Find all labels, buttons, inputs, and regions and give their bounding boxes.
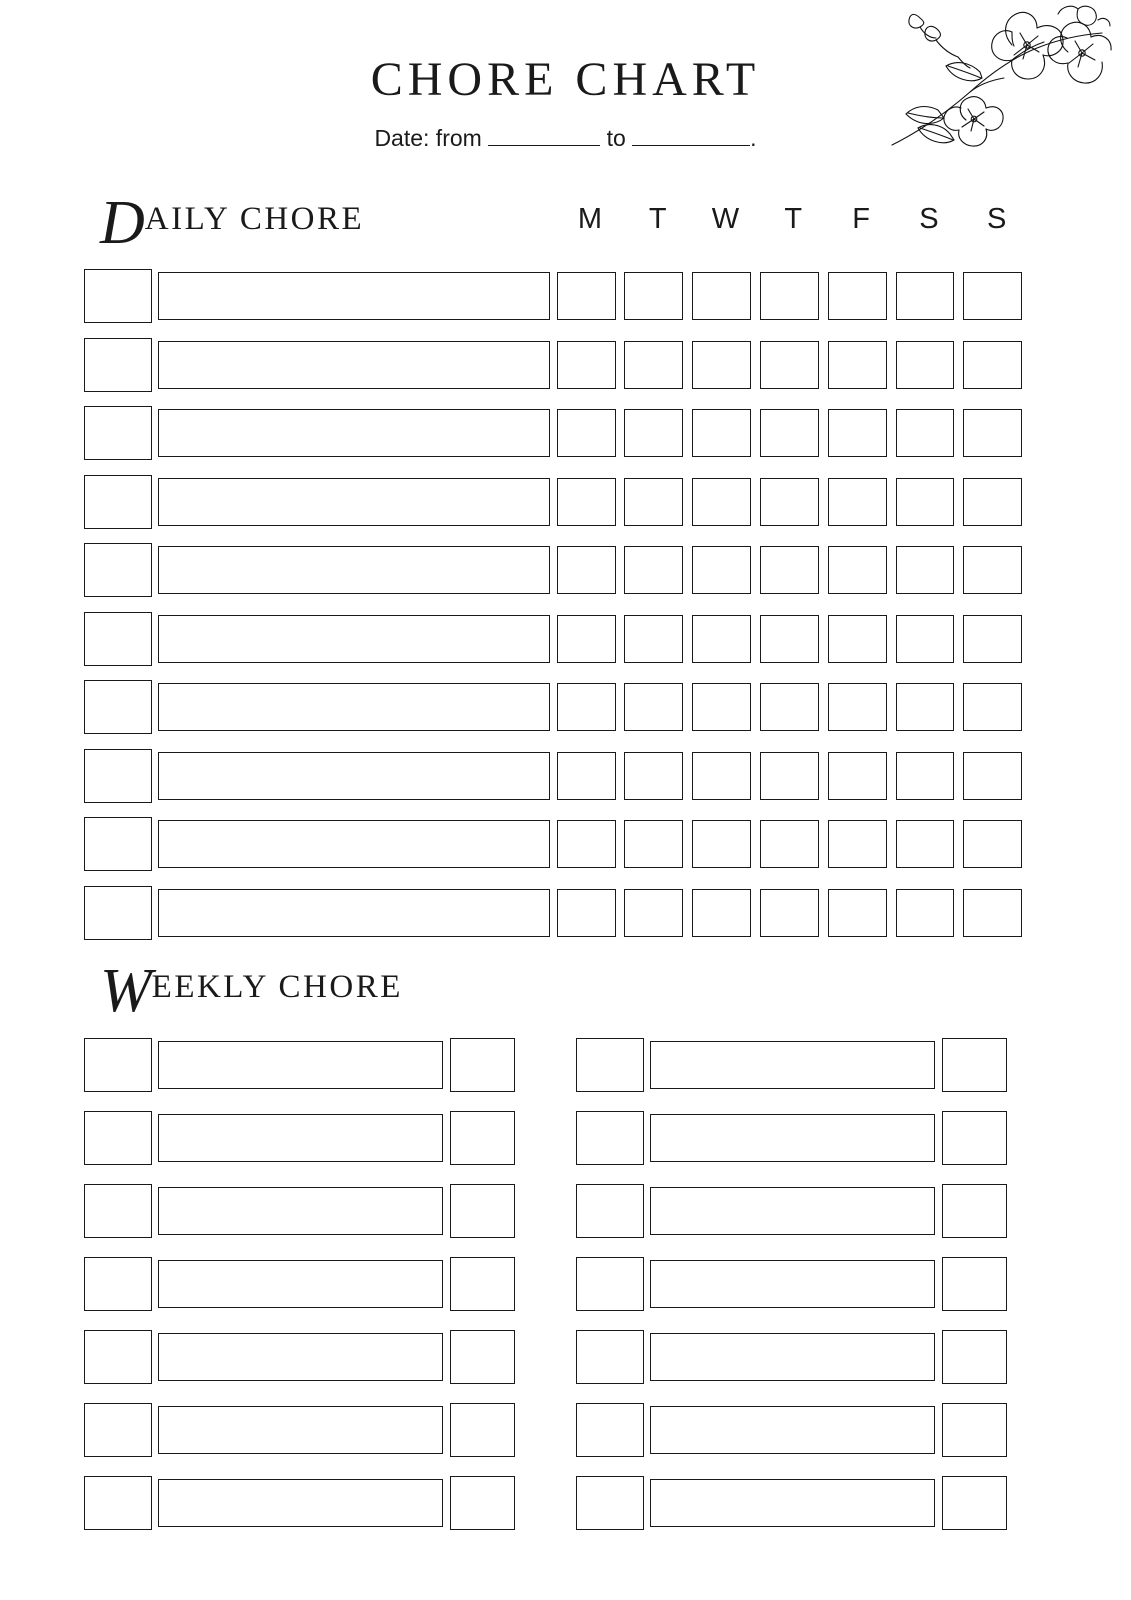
daily-day-cell[interactable]: [896, 683, 955, 731]
daily-chore-input[interactable]: [158, 615, 550, 663]
weekly-row-checkbox[interactable]: [576, 1184, 644, 1238]
weekly-chore-row: [576, 1028, 1007, 1101]
weekly-chore-row: [84, 1101, 515, 1174]
daily-day-cell[interactable]: [963, 546, 1022, 594]
daily-chore-row: [84, 605, 1031, 674]
weekly-chore-input[interactable]: [158, 1114, 443, 1162]
daily-day-cell[interactable]: [624, 820, 683, 868]
date-from-field[interactable]: [488, 145, 600, 146]
daily-day-cell[interactable]: [692, 752, 751, 800]
daily-day-cell[interactable]: [624, 409, 683, 457]
daily-chore-input[interactable]: [158, 409, 550, 457]
daily-day-cell[interactable]: [760, 752, 819, 800]
weekly-row-done-box[interactable]: [450, 1257, 515, 1311]
daily-chore-table: [84, 262, 1031, 947]
weekly-row-done-box[interactable]: [942, 1038, 1007, 1092]
weekly-heading-text: EEKLY CHORE: [151, 969, 403, 1005]
daily-day-cell[interactable]: [692, 272, 751, 320]
daily-day-cell[interactable]: [828, 752, 887, 800]
daily-day-cell[interactable]: [760, 683, 819, 731]
daily-day-cell[interactable]: [692, 615, 751, 663]
daily-day-cell[interactable]: [896, 752, 955, 800]
daily-day-cell[interactable]: [692, 820, 751, 868]
date-to-field[interactable]: [632, 145, 750, 146]
weekly-chore-row: [84, 1393, 515, 1466]
daily-heading-dropcap: D: [100, 189, 145, 257]
daily-chore-input[interactable]: [158, 889, 550, 937]
daily-day-cell[interactable]: [963, 752, 1022, 800]
daily-day-cell[interactable]: [963, 889, 1022, 937]
weekly-chore-row: [576, 1320, 1007, 1393]
daily-day-cell[interactable]: [557, 820, 616, 868]
daily-chore-input[interactable]: [158, 546, 550, 594]
daily-day-cell[interactable]: [692, 889, 751, 937]
daily-chore-input[interactable]: [158, 820, 550, 868]
daily-day-cell[interactable]: [828, 478, 887, 526]
daily-day-cell[interactable]: [963, 341, 1022, 389]
daily-chore-row: [84, 468, 1031, 537]
daily-day-cell[interactable]: [624, 889, 683, 937]
daily-day-cell[interactable]: [624, 546, 683, 594]
weekly-row-checkbox[interactable]: [576, 1111, 644, 1165]
daily-day-cell[interactable]: [557, 409, 616, 457]
daily-day-cell[interactable]: [963, 272, 1022, 320]
daily-day-cell[interactable]: [828, 683, 887, 731]
weekly-chore-row: [576, 1247, 1007, 1320]
daily-day-cell[interactable]: [828, 272, 887, 320]
daily-heading-text: AILY CHORE: [144, 201, 365, 237]
daily-day-cell[interactable]: [557, 272, 616, 320]
daily-day-cell[interactable]: [896, 615, 955, 663]
weekly-chore-input[interactable]: [650, 1041, 935, 1089]
daily-chore-input[interactable]: [158, 752, 550, 800]
daily-day-cell[interactable]: [963, 615, 1022, 663]
daily-day-cell[interactable]: [557, 683, 616, 731]
daily-day-cell[interactable]: [557, 615, 616, 663]
day-header-sunday: S: [987, 203, 1007, 235]
daily-day-cell[interactable]: [760, 820, 819, 868]
weekly-row-checkbox[interactable]: [84, 1184, 152, 1238]
daily-day-cell[interactable]: [557, 341, 616, 389]
daily-chore-row: [84, 536, 1031, 605]
weekly-chore-input[interactable]: [650, 1114, 935, 1162]
daily-row-checkbox[interactable]: [84, 680, 152, 734]
daily-day-cell[interactable]: [760, 409, 819, 457]
weekly-row-done-box[interactable]: [450, 1330, 515, 1384]
daily-day-cell[interactable]: [692, 409, 751, 457]
weekly-row-done-box[interactable]: [450, 1038, 515, 1092]
daily-day-cell[interactable]: [624, 341, 683, 389]
daily-day-cell[interactable]: [624, 752, 683, 800]
weekly-row-checkbox[interactable]: [84, 1111, 152, 1165]
weekly-chore-input[interactable]: [650, 1479, 935, 1527]
daily-chore-input[interactable]: [158, 478, 550, 526]
daily-chore-row: [84, 673, 1031, 742]
weekly-chore-row: [576, 1101, 1007, 1174]
day-header-row: [556, 203, 1031, 236]
daily-chore-row: [84, 331, 1031, 400]
weekly-chore-input[interactable]: [650, 1260, 935, 1308]
weekly-row-checkbox[interactable]: [576, 1330, 644, 1384]
cherry-blossom-branch-icon: [862, 0, 1112, 155]
daily-day-cell[interactable]: [624, 272, 683, 320]
daily-day-cell[interactable]: [828, 341, 887, 389]
weekly-chore-input[interactable]: [158, 1479, 443, 1527]
daily-chore-row: [84, 399, 1031, 468]
weekly-chore-row: [84, 1247, 515, 1320]
weekly-chore-input[interactable]: [158, 1260, 443, 1308]
weekly-chore-input[interactable]: [158, 1406, 443, 1454]
daily-chore-row: [84, 879, 1031, 948]
weekly-chore-row: [84, 1028, 515, 1101]
weekly-row-done-box[interactable]: [942, 1184, 1007, 1238]
day-header-wednesday: W: [711, 203, 740, 235]
weekly-row-done-box[interactable]: [450, 1403, 515, 1457]
daily-chore-input[interactable]: [158, 272, 550, 320]
daily-day-cell[interactable]: [896, 820, 955, 868]
daily-chore-row: [84, 262, 1031, 331]
daily-day-cell[interactable]: [896, 409, 955, 457]
daily-day-cell[interactable]: [963, 683, 1022, 731]
daily-day-cell[interactable]: [557, 546, 616, 594]
daily-day-cell[interactable]: [963, 820, 1022, 868]
weekly-chore-table-left: [84, 1028, 515, 1539]
daily-day-cell[interactable]: [624, 615, 683, 663]
daily-chore-row: [84, 742, 1031, 811]
day-header-saturday: S: [919, 203, 939, 235]
daily-day-cell[interactable]: [760, 341, 819, 389]
daily-row-checkbox[interactable]: [84, 749, 152, 803]
daily-chore-input[interactable]: [158, 341, 550, 389]
weekly-chore-row: [576, 1174, 1007, 1247]
daily-day-cell[interactable]: [557, 752, 616, 800]
daily-row-checkbox[interactable]: [84, 612, 152, 666]
weekly-row-checkbox[interactable]: [576, 1476, 644, 1530]
weekly-chore-table-right: [576, 1028, 1007, 1539]
daily-row-checkbox[interactable]: [84, 269, 152, 323]
weekly-chore-input[interactable]: [650, 1333, 935, 1381]
date-from-label: Date: from: [374, 125, 482, 151]
daily-day-cell[interactable]: [760, 546, 819, 594]
day-header-thursday: T: [784, 203, 803, 235]
daily-row-checkbox[interactable]: [84, 406, 152, 460]
daily-day-cell[interactable]: [624, 478, 683, 526]
daily-chore-heading: [100, 189, 365, 257]
daily-day-cell[interactable]: [692, 341, 751, 389]
weekly-row-checkbox[interactable]: [576, 1038, 644, 1092]
weekly-chore-input[interactable]: [158, 1333, 443, 1381]
weekly-row-done-box[interactable]: [942, 1330, 1007, 1384]
weekly-row-done-box[interactable]: [942, 1476, 1007, 1530]
daily-day-cell[interactable]: [828, 615, 887, 663]
weekly-row-checkbox[interactable]: [84, 1476, 152, 1530]
day-header-monday: M: [577, 203, 602, 235]
daily-day-cell[interactable]: [692, 683, 751, 731]
weekly-row-done-box[interactable]: [942, 1111, 1007, 1165]
day-header-friday: F: [852, 203, 870, 235]
daily-day-cell[interactable]: [896, 341, 955, 389]
daily-day-cell[interactable]: [760, 615, 819, 663]
weekly-row-done-box[interactable]: [942, 1403, 1007, 1457]
weekly-row-checkbox[interactable]: [84, 1038, 152, 1092]
daily-day-cell[interactable]: [896, 889, 955, 937]
daily-row-checkbox[interactable]: [84, 817, 152, 871]
daily-day-cell[interactable]: [692, 546, 751, 594]
date-period-label: .: [750, 125, 757, 151]
daily-row-checkbox[interactable]: [84, 475, 152, 529]
daily-day-cell[interactable]: [624, 683, 683, 731]
weekly-row-checkbox[interactable]: [84, 1257, 152, 1311]
daily-day-cell[interactable]: [963, 478, 1022, 526]
daily-day-cell[interactable]: [828, 889, 887, 937]
daily-day-cell[interactable]: [557, 478, 616, 526]
daily-row-checkbox[interactable]: [84, 886, 152, 940]
weekly-row-done-box[interactable]: [450, 1184, 515, 1238]
daily-day-cell[interactable]: [760, 478, 819, 526]
daily-day-cell[interactable]: [828, 820, 887, 868]
weekly-row-checkbox[interactable]: [84, 1403, 152, 1457]
weekly-row-checkbox[interactable]: [576, 1403, 644, 1457]
day-header-tuesday: T: [648, 203, 667, 235]
daily-day-cell[interactable]: [896, 546, 955, 594]
weekly-row-done-box[interactable]: [450, 1111, 515, 1165]
weekly-row-done-box[interactable]: [450, 1476, 515, 1530]
weekly-row-checkbox[interactable]: [576, 1257, 644, 1311]
weekly-row-done-box[interactable]: [942, 1257, 1007, 1311]
daily-day-cell[interactable]: [896, 272, 955, 320]
daily-day-cell[interactable]: [760, 889, 819, 937]
daily-row-checkbox[interactable]: [84, 338, 152, 392]
weekly-row-checkbox[interactable]: [84, 1330, 152, 1384]
daily-chore-input[interactable]: [158, 683, 550, 731]
daily-day-cell[interactable]: [828, 546, 887, 594]
daily-row-checkbox[interactable]: [84, 543, 152, 597]
weekly-chore-input[interactable]: [650, 1406, 935, 1454]
date-to-label: to: [606, 125, 626, 151]
daily-day-cell[interactable]: [692, 478, 751, 526]
weekly-chore-input[interactable]: [158, 1041, 443, 1089]
weekly-chore-heading: [100, 957, 403, 1025]
weekly-chore-row: [84, 1466, 515, 1539]
weekly-chore-input[interactable]: [650, 1187, 935, 1235]
daily-day-cell[interactable]: [963, 409, 1022, 457]
weekly-chore-row: [84, 1320, 515, 1393]
weekly-chore-input[interactable]: [158, 1187, 443, 1235]
daily-day-cell[interactable]: [896, 478, 955, 526]
weekly-chore-row: [576, 1393, 1007, 1466]
page-title: CHORE CHART: [370, 53, 761, 106]
daily-day-cell[interactable]: [828, 409, 887, 457]
weekly-heading-dropcap: W: [100, 957, 152, 1025]
daily-day-cell[interactable]: [760, 272, 819, 320]
weekly-chore-row: [84, 1174, 515, 1247]
daily-day-cell[interactable]: [557, 889, 616, 937]
weekly-chore-row: [576, 1466, 1007, 1539]
daily-chore-row: [84, 810, 1031, 879]
